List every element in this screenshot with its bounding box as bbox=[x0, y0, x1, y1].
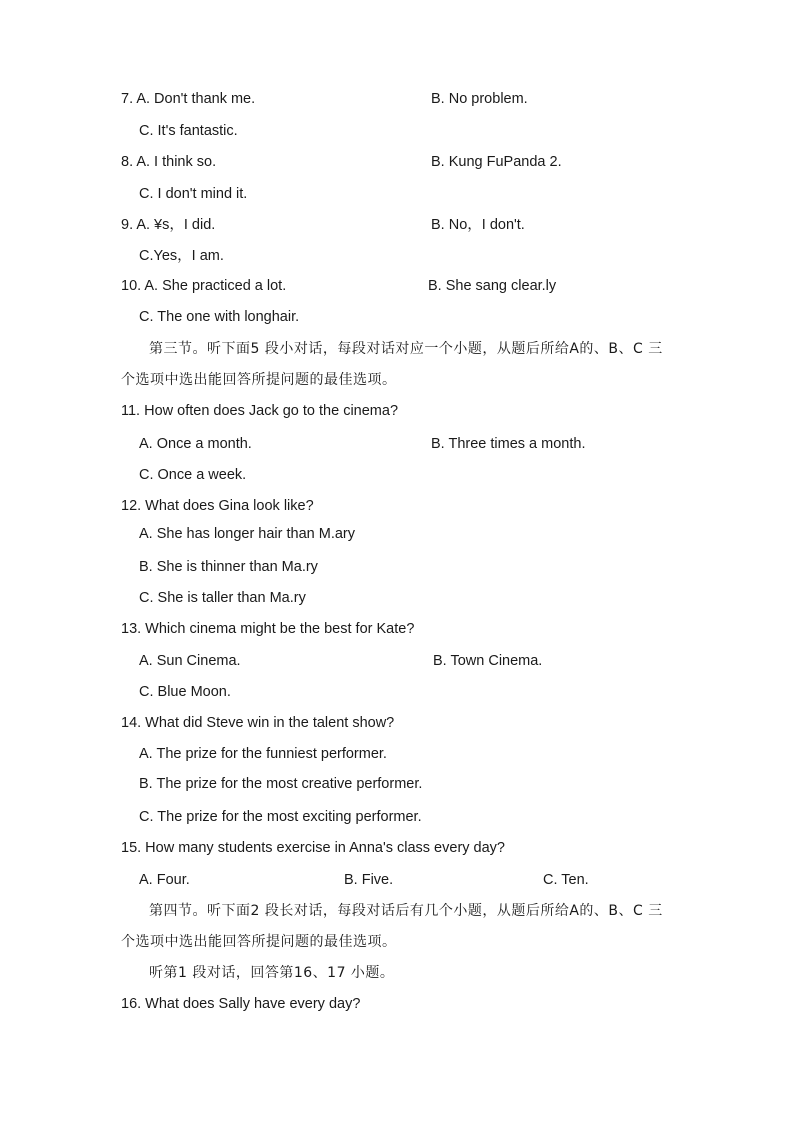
q8-option-b: B. Kung FuPanda 2. bbox=[431, 154, 562, 170]
section4-instruction-line2: 个选项中选出能回答所提问题的最佳选项。 bbox=[121, 934, 397, 950]
q8-option-c: C. I don't mind it. bbox=[139, 186, 248, 202]
q10-option-b: B. She sang clear.ly bbox=[428, 278, 557, 294]
q14-option-a: A. The prize for the funniest performer. bbox=[139, 746, 387, 762]
q13-option-a: A. Sun Cinema. bbox=[139, 653, 241, 669]
q15-option-c: C. Ten. bbox=[543, 872, 589, 888]
q14-question: 14. What did Steve win in the talent show? bbox=[121, 715, 395, 731]
q10-option-c: C. The one with longhair. bbox=[139, 309, 300, 325]
q15-question: 15. How many students exercise in Anna's class every day? bbox=[121, 840, 505, 856]
q9-option-a: 9. A. ¥s，I did. bbox=[121, 217, 216, 233]
q16-question: 16. What does Sally have every day? bbox=[121, 996, 361, 1012]
q11-option-c: C. Once a week. bbox=[139, 467, 247, 483]
q9-option-b: B. No，I don't. bbox=[431, 217, 525, 233]
q12-option-b: B. She is thinner than Ma.ry bbox=[139, 559, 318, 575]
q12-question: 12. What does Gina look like? bbox=[121, 498, 314, 514]
q9-option-c: C.Yes，I am. bbox=[139, 248, 224, 264]
q11-option-b: B. Three times a month. bbox=[431, 436, 586, 452]
q14-option-b: B. The prize for the most creative performer. bbox=[139, 776, 423, 792]
q14-option-c: C. The prize for the most exciting performer. bbox=[139, 809, 422, 825]
q13-option-b: B. Town Cinema. bbox=[433, 653, 543, 669]
section3-instruction-line1: 第三节。听下面5 段小对话，每段对话对应一个小题，从题后所给A的、B、C 三 bbox=[149, 341, 663, 357]
section4-instruction-line1: 第四节。听下面2 段长对话，每段对话后有几个小题，从题后所给A的、B、C 三 bbox=[149, 903, 663, 919]
q13-question: 13. Which cinema might be the best for Kate? bbox=[121, 621, 415, 637]
section3-instruction-line2: 个选项中选出能回答所提问题的最佳选项。 bbox=[121, 372, 397, 388]
q8-option-a: 8. A. I think so. bbox=[121, 154, 217, 170]
q13-option-c: C. Blue Moon. bbox=[139, 684, 231, 700]
q10-option-a: 10. A. She practiced a lot. bbox=[121, 278, 287, 294]
q15-option-b: B. Five. bbox=[344, 872, 394, 888]
section4-dialogue1-note: 听第1 段对话，回答第16、17 小题。 bbox=[149, 965, 395, 981]
q15-option-a: A. Four. bbox=[139, 872, 190, 888]
q12-option-a: A. She has longer hair than M.ary bbox=[139, 526, 356, 542]
q7-option-b: B. No problem. bbox=[431, 91, 528, 107]
q7-option-c: C. It's fantastic. bbox=[139, 123, 238, 139]
q11-question: 11. How often does Jack go to the cinema? bbox=[121, 403, 399, 419]
q12-option-c: C. She is taller than Ma.ry bbox=[139, 590, 306, 606]
q7-option-a: 7. A. Don't thank me. bbox=[121, 91, 256, 107]
q11-option-a: A. Once a month. bbox=[139, 436, 252, 452]
